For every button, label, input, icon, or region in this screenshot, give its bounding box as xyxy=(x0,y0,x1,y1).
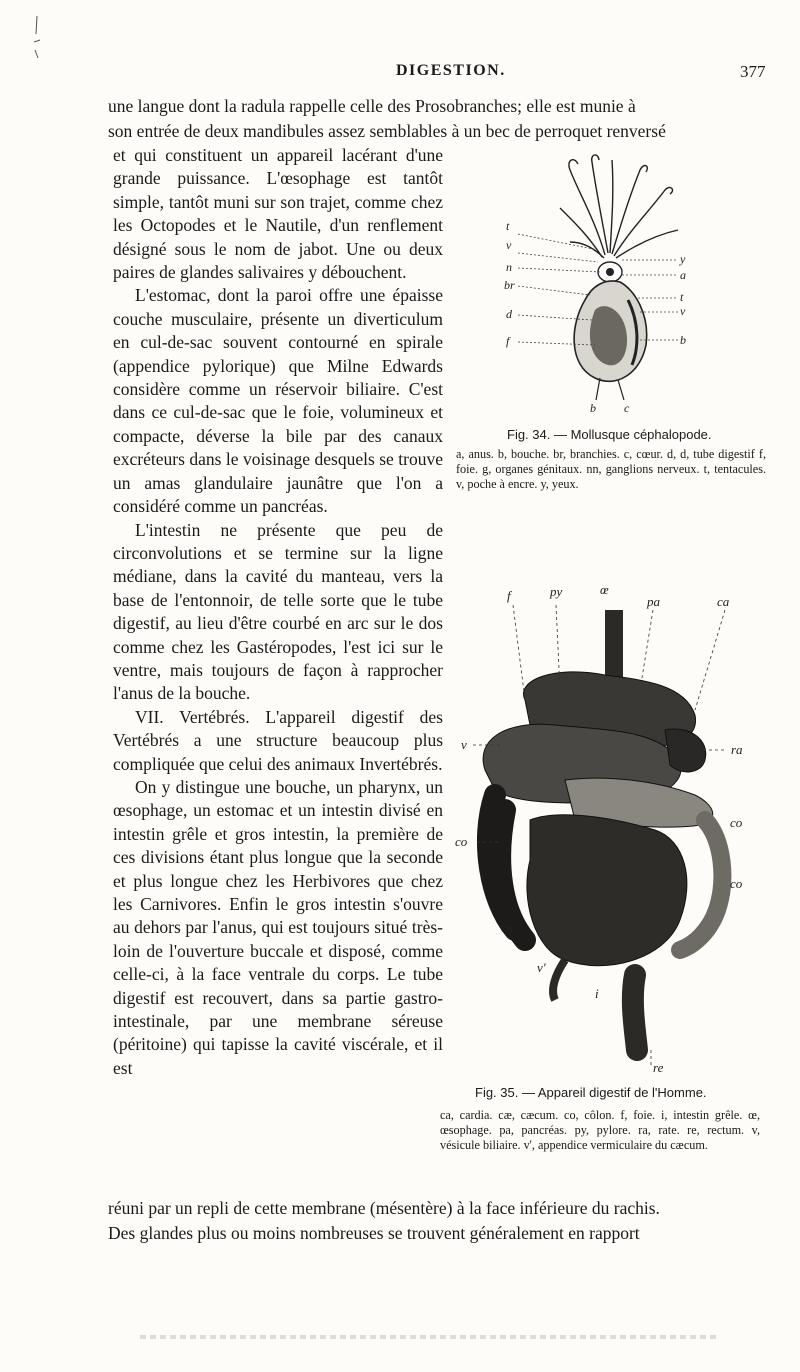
fig35-label-vp: v' xyxy=(537,960,546,975)
text-line-bottom-1: réuni par un repli de cette membrane (mésentère) à la face inférieure du rachis. xyxy=(108,1198,660,1218)
figure-35-human-digestive xyxy=(455,580,775,1080)
fig34-label-br: br xyxy=(504,278,515,292)
figure-34-cephalopod xyxy=(500,150,710,415)
fig34-label-v: v xyxy=(506,238,512,252)
paragraph-vertebrates: VII. Vertébrés. L'appareil digestif des Vertébrés a une structure beaucoup plus compliquée que celui des animaux Invertébrés. xyxy=(113,706,443,774)
fig34-label-n: n xyxy=(506,260,512,274)
figure-34-legend: a, anus. b, bouche. br, branchies. c, cœur. d, d, tube digestif f, foie. g, organes génitaux. nn, ganglions nerveux. t, tentacules. v, poche à encre. y, yeux. xyxy=(456,447,766,491)
page-header xyxy=(0,62,800,88)
figure-35-caption: Fig. 35. — Appareil digestif de l'Homme. xyxy=(475,1085,707,1100)
mantle-drawing xyxy=(574,262,647,400)
fig35-label-co-right-1: co xyxy=(730,815,743,830)
text-line-bottom-2: Des glandes plus ou moins nombreuses se trouvent généralement en rapport xyxy=(108,1223,640,1243)
margin-mark xyxy=(30,14,44,60)
fig35-label-cae: cæ xyxy=(501,920,516,935)
fig34-label-c: c xyxy=(624,401,630,415)
fig34-label-a: a xyxy=(680,268,686,282)
page-number: 377 xyxy=(740,62,766,81)
text-line-2: son entrée de deux mandibules assez semblables à un bec de perroquet renversé xyxy=(108,121,666,141)
fig35-label-co-left: co xyxy=(455,834,468,849)
running-title: DIGESTION. xyxy=(396,62,506,79)
organs-drawing xyxy=(483,610,722,1050)
paragraph-stomach: L'estomac, dont la paroi offre une épaisse couche musculaire, présente un diverticulum en cul-de-sac souvent contourné en spirale (appendice pylorique) que Milne Edwards considère comme un réservoir biliaire. C'est dans ce cul-de-sac que le foie, volumineux et compacte, déverse la bile par des canaux excréteurs dans le voisinage desquels se trouve un amas glandulaire jaunâtre que l'on a considéré comme un pancréas. xyxy=(113,285,443,517)
fig34-label-d: d xyxy=(506,307,512,321)
paragraph-digestive-parts: On y distingue une bouche, un pharynx, un œsophage, un estomac et un intestin divisé en intestin grêle et gros intestin, la première de ces divisions étant plus longue que la seconde et plus longue chez les Herbivores que chez les Carnivores. Enfin le gros intestin s'ouvre au dehors par l'anus, qui est toujours situé très-loin de l'ouverture buccale et disposé, comme celle-ci, à la face ventrale du corps. Le tube digestif est recouvert, dans sa partie gastro-intestinale, par une membrane séreuse (péritoine) qui tapisse la cavité viscérale, et il est xyxy=(113,776,443,1078)
fig34-label-t: t xyxy=(506,219,510,233)
fig35-label-i: i xyxy=(595,986,599,1001)
figure-34-caption: Fig. 34. — Mollusque céphalopode. xyxy=(507,427,712,442)
fig34-label-y: y xyxy=(680,252,686,266)
paragraph-intestine: L'intestin ne présente que peu de circonvolutions et se termine sur la ligne médiane, dans la cavité du manteau, vers la base de l'entonnoir, de telle sorte que le tube digestif, au lieu d'être courbé en arc sur le dos comme chez les Gastéropodes, l'est ici sur le ventre, mais toujours de façon à rapprocher l'anus de la bouche. xyxy=(113,519,443,704)
fig34-label-v-right: v xyxy=(680,304,686,318)
fig35-label-re: re xyxy=(653,1060,664,1075)
fig35-label-co-right-2: co xyxy=(730,876,743,891)
fig34-label-t-right: t xyxy=(680,290,684,304)
tentacles-drawing xyxy=(560,155,678,258)
fig35-label-ra: ra xyxy=(731,742,743,757)
fig34-label-f: f xyxy=(506,334,510,348)
fig35-label-pa: pa xyxy=(647,594,660,609)
fig34-label-b: b xyxy=(680,333,686,347)
fig34-label-b-bottom: b xyxy=(590,401,596,415)
page-bottom-bleed xyxy=(140,1335,720,1339)
figure-35-legend: ca, cardia. cæ, cæcum. co, côlon. f, foie. i, intestin grêle. œ, œsophage. pa, pancréas. py, pylore. ra, rate. re, rectum. v, vésicule biliaire. v', appendice vermiculaire du cæcum. xyxy=(440,1108,760,1152)
fig35-label-ca: ca xyxy=(717,594,730,609)
fig35-label-py: py xyxy=(550,584,563,599)
fig35-label-oe: œ xyxy=(600,582,609,597)
fig35-label-v: v xyxy=(461,737,467,752)
paragraph-cephalopod-mouth: et qui constituent un appareil lacérant d'une grande puissance. L'œsophage est tantôt simple, tantôt muni sur son trajet, comme chez les Octopodes et le Nautile, d'un renflement désigné sous le nom de jabot. Une ou deux paires de glandes salivaires y débouchent. xyxy=(113,145,443,283)
text-line-1: une langue dont la radula rappelle celle des Prosobranches; elle est munie à xyxy=(108,96,636,116)
fig35-label-f: f xyxy=(507,588,511,603)
left-text-column xyxy=(113,144,443,1080)
